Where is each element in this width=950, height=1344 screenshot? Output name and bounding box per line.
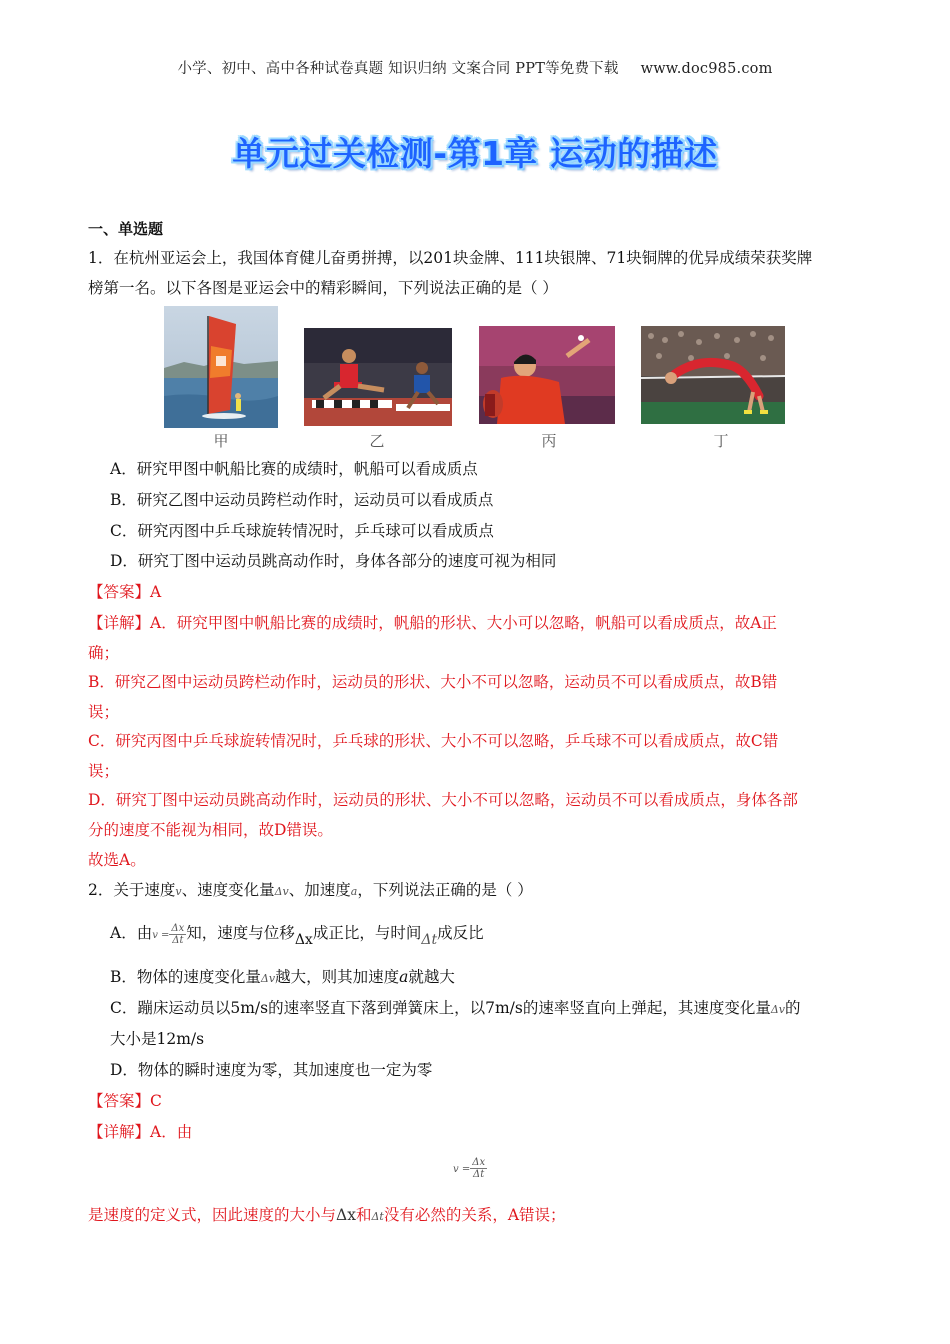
windsurfing-illustration [164,306,278,428]
q1-option-a: A．研究甲图中帆船比赛的成绩时，帆船可以看成质点 [110,460,478,478]
q1-detail-line7: D．研究丁图中运动员跳高动作时，运动员的形状、大小不可以忽略，运动员不可以看成质点，身体各部 [88,791,798,809]
q2-option-c: C．蹦床运动员以5m/s的速率竖直下落到弹簧床上，以7m/s的速率竖直向上弹起，其速度变化量Δv的 [110,999,801,1017]
q1-stem-line2: 榜第一名。以下各图是亚运会中的精彩瞬间，下列说法正确的是（ ） [88,279,558,297]
q1-detail-line9: 故选A。 [88,851,146,869]
q2-option-b: B．物体的速度变化量Δv越大，则其加速度a就越大 [110,968,455,986]
section-heading: 一、单选题 [88,220,164,238]
symbol-a: a [350,885,358,898]
q1-option-b: B．研究乙图中运动员跨栏动作时，运动员可以看成质点 [110,491,494,509]
table-tennis-illustration [479,326,615,424]
photo-table-tennis [479,326,615,424]
q1-detail-line8: 分的速度不能视为相同，故D错误。 [88,821,333,839]
q1-detail-line2: 确； [88,644,120,662]
high-jump-illustration [641,326,785,424]
photo-high-jump [641,326,785,424]
caption-yi: 乙 [369,432,385,450]
q2-stem: 2．关于速度v、速度变化量Δv、加速度a，下列说法正确的是（ ） [88,881,533,899]
symbol-delta-v: Δv [274,885,289,898]
q2-detail-a: 是速度的定义式，因此速度的大小与Δx和Δt没有必然的关系，A错误； [88,1206,566,1224]
q1-answer: 【答案】A [88,583,162,601]
caption-ding: 丁 [713,432,729,450]
q1-detail-line1: 【详解】A．研究甲图中帆船比赛的成绩时，帆船的形状、大小可以忽略，帆船可以看成质点，故A正 [88,614,777,632]
caption-jia: 甲 [213,432,229,450]
q1-stem-line1: 1．在杭州亚运会上，我国体育健儿奋勇拼搏，以201块金牌、111块银牌、71块铜牌的优异成绩荣获奖牌 [88,249,813,267]
q1-option-d: D．研究丁图中运动员跳高动作时，身体各部分的速度可视为相同 [110,552,557,570]
hurdles-illustration [304,328,452,426]
photo-hurdles [304,328,452,426]
centered-formula: v = $\frac{\Delta x}{\Delta t}$ [453,1156,486,1180]
header-website[interactable]: www.doc985.com [640,61,773,77]
header-slogan: 小学、初中、高中各种试卷真题 知识归纳 文案合同 PPT等免费下载 [177,61,619,77]
q2-option-a: A．由v = $\frac{\Delta x}{\Delta t}$ 知，速度与位移Δx成正比，与时间Δt成反比 [110,922,484,948]
caption-bing: 丙 [541,432,557,450]
q2-answer: 【答案】C [88,1092,162,1110]
q1-option-c: C．研究丙图中乒乓球旋转情况时，乒乓球可以看成质点 [110,522,494,540]
q1-detail-line6: 误； [88,762,120,780]
q1-detail-line5: C．研究丙图中乒乓球旋转情况时，乒乓球的形状、大小不可以忽略，乒乓球不可以看成质点，故C错 [88,732,779,750]
document-title: 单元过关检测-第1章 运动的描述 [232,134,718,173]
symbol-v: v [175,885,182,898]
velocity-formula: $\frac{\Delta x}{\Delta t}$ [171,922,185,946]
q1-detail-line4: 误； [88,703,120,721]
q2-option-d: D．物体的瞬时速度为零，其加速度也一定为零 [110,1061,433,1079]
q2-detail-head: 【详解】A．由 [88,1123,193,1141]
q1-detail-line3: B．研究乙图中运动员跨栏动作时，运动员的形状、大小不可以忽略，运动员不可以看成质点，故B错 [88,673,778,691]
photo-windsurfing [164,306,278,428]
q2-option-c-line2: 大小是12m/s [110,1030,205,1048]
page-header [0,57,950,78]
